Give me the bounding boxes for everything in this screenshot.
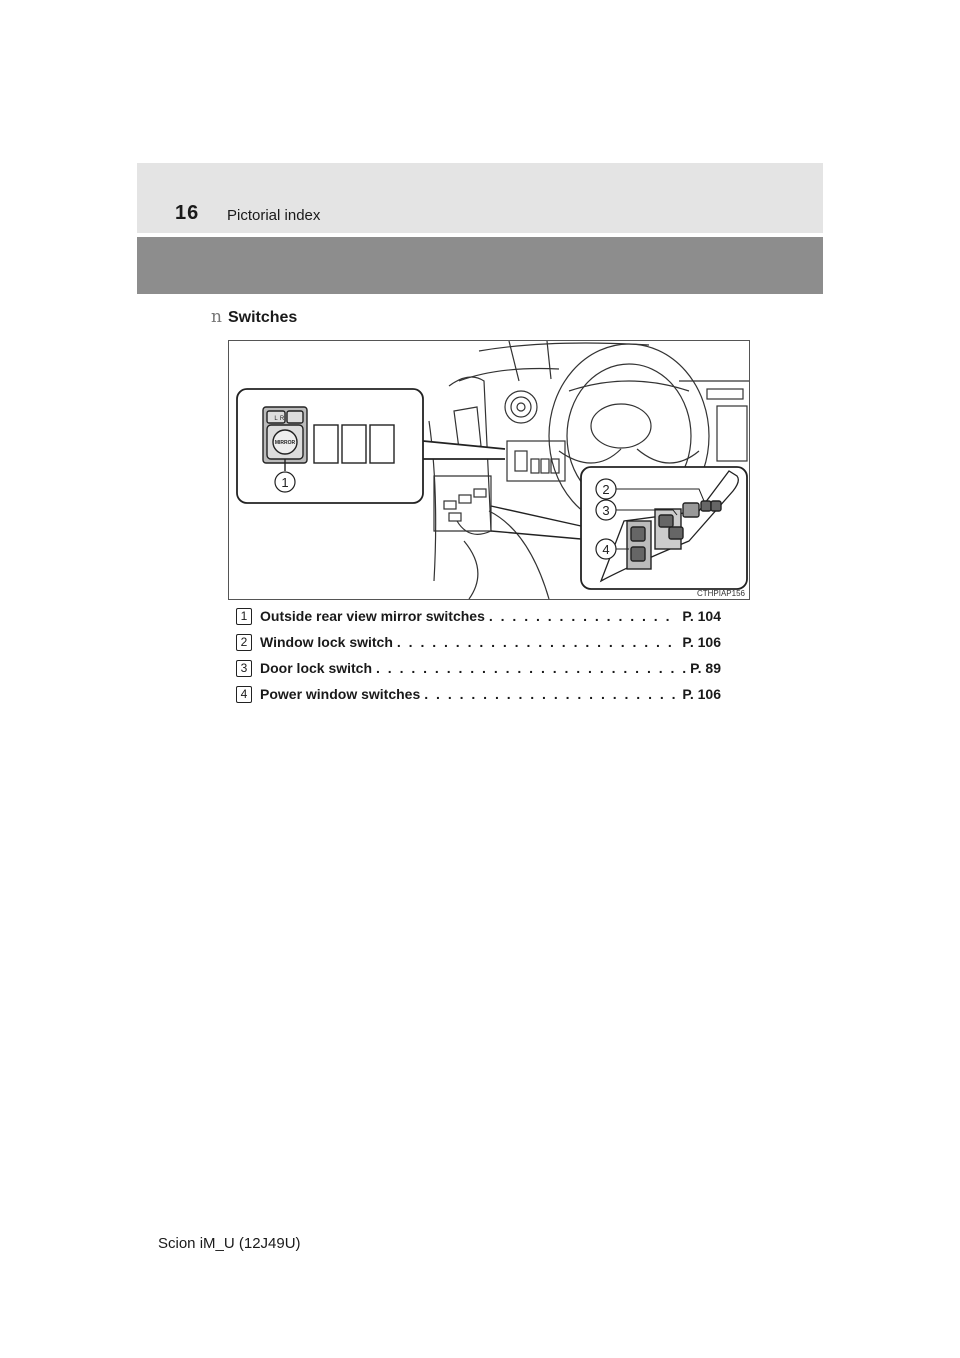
switches-illustration [228,340,750,600]
item-label: Window lock switch [260,634,393,650]
dot-leader [397,634,678,650]
item-page-ref[interactable]: P. 89 [690,660,721,676]
dot-leader [424,686,678,702]
mirror-l-label: L [274,416,278,422]
list-item [236,655,721,681]
section-title-text: Switches [227,309,298,326]
item-page-ref[interactable]: P. 106 [682,686,721,702]
item-page-ref[interactable]: P. 106 [682,634,721,650]
item-page-ref[interactable]: P. 104 [682,608,721,624]
item-label: Outside rear view mirror switches [260,608,485,624]
list-item [236,681,721,707]
list-item [236,603,721,629]
list-item [236,629,721,655]
item-label: Door lock switch [260,660,373,676]
dot-leader [376,660,686,676]
section-title [211,307,297,327]
page-number: 16 [175,202,200,224]
item-number: 4 [236,686,252,703]
callout-2-label: 2 [602,482,610,497]
item-number: 2 [236,634,252,651]
item-number: 1 [236,608,252,625]
callout-3-label: 3 [602,503,610,518]
switch-reference-list [236,603,721,707]
mirror-r-label: R [279,416,285,422]
section-bullet: n [211,307,222,327]
figure-code: CTHPIAP156 [696,589,745,598]
item-number: 3 [236,660,252,677]
dot-leader [489,608,678,624]
section-name: Pictorial index [227,207,321,224]
callout-4-label: 4 [602,542,610,557]
callout-1-label: 1 [281,475,289,490]
header-band [137,237,823,294]
illustration-drawing [229,341,749,599]
item-label: Power window switches [260,686,421,702]
mirror-label: MIRROR [274,440,296,446]
air-vent [505,391,537,423]
footer-model-code: Scion iM_U (12J49U) [158,1235,301,1252]
